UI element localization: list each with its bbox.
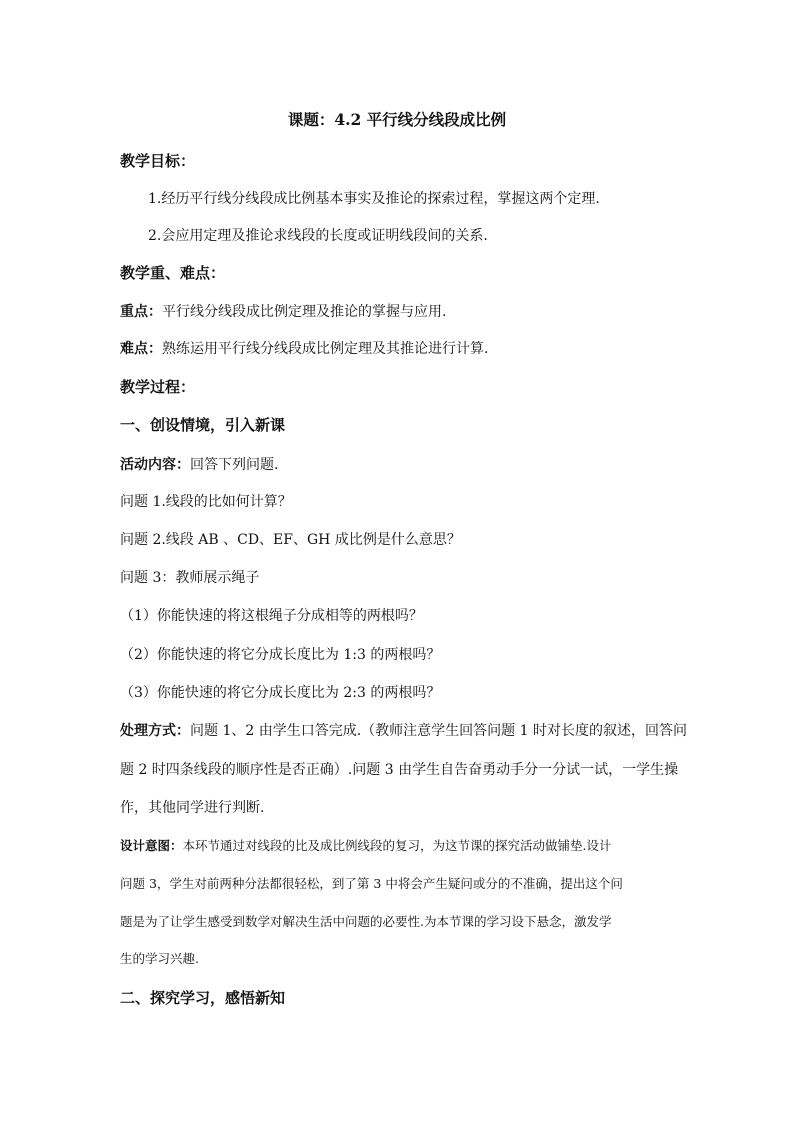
activity-line (120, 455, 278, 475)
focus-line (120, 302, 446, 322)
section1-heading: 一、创设情境，引入新课 (120, 416, 286, 434)
key-points-heading: 教学重、难点： (120, 264, 226, 282)
focus-text: 平行线分线段成比例定理及推论的掌握与应用. (162, 304, 447, 320)
section2-heading: 二、探究学习，感悟新知 (120, 989, 286, 1007)
design-line-2: 问题 3，学生对前两种分法都很轻松，到了第 3 中将会产生疑问或分的不准确，提出这个问 (120, 876, 623, 891)
sub-question-1: （1）你能快速的将这根绳子分成相等的两根吗？ (120, 608, 423, 624)
sub-question-2: （2）你能快速的将它分成长度比为 1:3 的两根吗？ (120, 647, 441, 663)
page-title: 课题：4.2 平行线分线段成比例 (287, 110, 507, 129)
process-heading: 教学过程： (120, 378, 196, 396)
sub-question-3: （3）你能快速的将它分成长度比为 2:3 的两根吗？ (120, 685, 441, 701)
design-label: 设计意图： (120, 838, 183, 853)
difficulty-text: 熟练运用平行线分线段成比例定理及其推论进行计算. (162, 341, 489, 357)
method-line-2: 题 2 时四条线段的顺序性是否正确）.问题 3 由学生自告奋勇动手分一分试一试，一学生操 (120, 762, 679, 778)
design-line-4: 生的学习兴趣. (120, 951, 199, 966)
question-3: 问题 3：教师展示绳子 (120, 570, 260, 586)
activity-text: 回答下列问题. (190, 457, 279, 473)
focus-label: 重点： (120, 304, 162, 320)
design-line-1 (120, 836, 612, 856)
design-text-1: 本环节通过对线段的比及成比例线段的复习，为这节课的探究活动做铺垫.设计 (182, 838, 612, 853)
objectives-heading: 教学目标： (120, 152, 196, 170)
method-line-1 (120, 721, 687, 741)
design-line-3: 题是为了让学生感受到数学对解决生活中问题的必要性.为本节课的学习设下悬念，激发学 (120, 914, 612, 929)
objective-item-2: 2.会应用定理及推论求线段的长度或证明线段间的关系. (148, 228, 488, 244)
method-label: 处理方式： (120, 723, 190, 739)
difficulty-label: 难点： (120, 341, 162, 357)
difficulty-line (120, 339, 488, 359)
objective-item-1: 1.经历平行线分线段成比例基本事实及推论的探索过程，掌握这两个定理. (148, 191, 600, 207)
method-line-3: 作，其他同学进行判断. (120, 800, 265, 816)
method-text-1: 问题 1、2 由学生口答完成.（教师注意学生回答问题 1 时对长度的叙述，回答问 (190, 723, 687, 739)
question-1: 问题 1.线段的比如何计算？ (120, 494, 292, 510)
activity-label: 活动内容： (120, 457, 190, 473)
question-2: 问题 2.线段 AB 、CD、EF、GH 成比例是什么意思？ (120, 532, 461, 548)
